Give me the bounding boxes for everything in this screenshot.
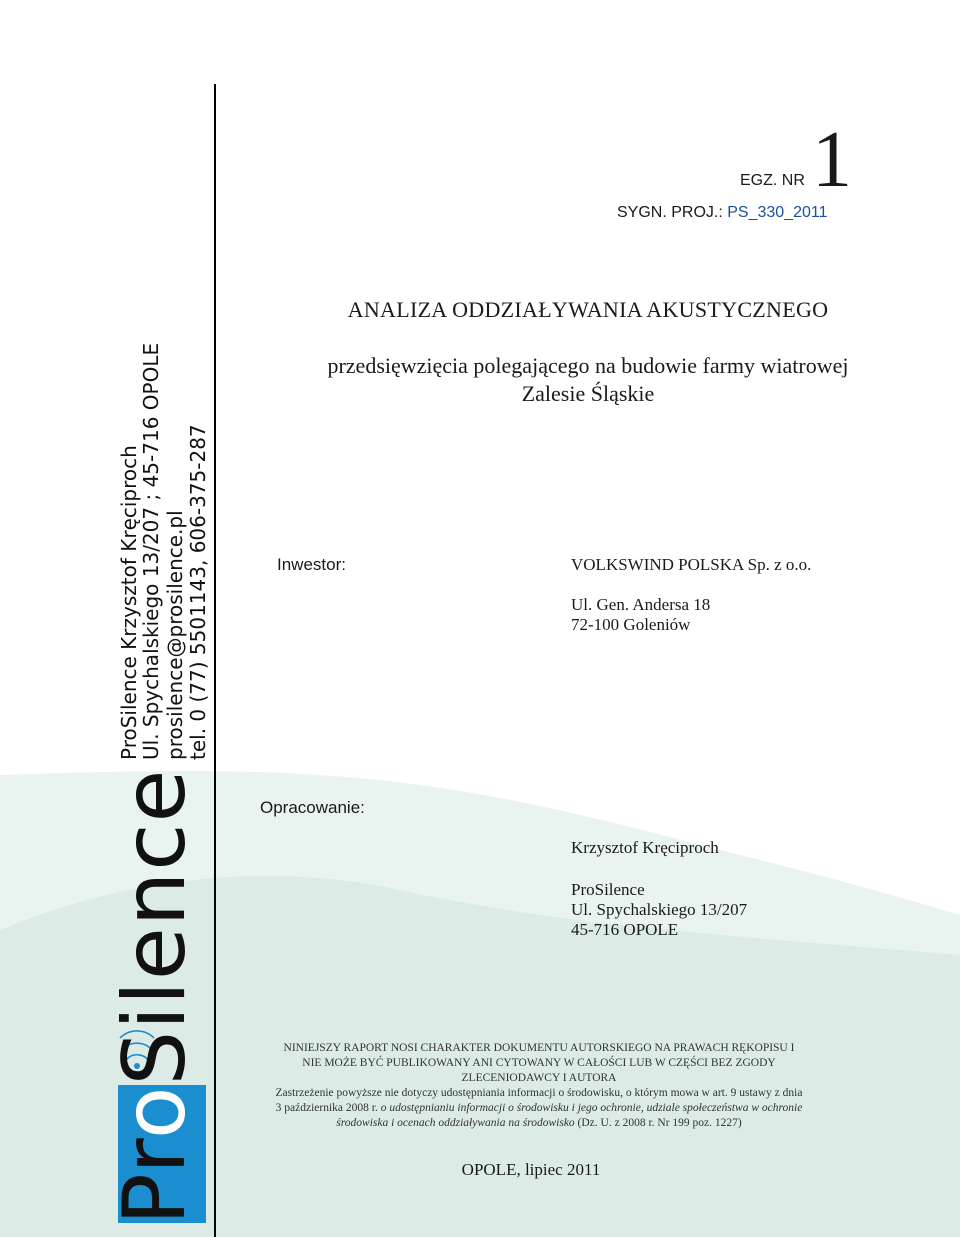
investor-name: VOLKSWIND POLSKA Sp. z o.o. [571, 555, 812, 574]
disclaimer-date: 3 października 2008 r. [275, 1102, 378, 1114]
place-date: OPOLE, lipiec 2011 [461, 1160, 601, 1179]
author-company: ProSilence [571, 880, 645, 899]
project-code: PS_330_2011 [727, 204, 828, 221]
copy-label: EGZ. NR [740, 172, 805, 189]
investor-label: Inwestor: [277, 555, 346, 574]
sidebar-address: Ul. Spychalskiego 13/207 ; 45-716 OPOLE [139, 342, 163, 760]
logo-suffix: Silence [105, 768, 205, 1086]
author-name: Krzysztof Kręciproch [571, 838, 719, 857]
project-signature [617, 204, 828, 222]
disclaimer-line: NINIEJSZY RAPORT NOSI CHARAKTER DOKUMENTU AUTORSKIEGO NA PRAWACH RĘKOPISU I [283, 1042, 795, 1054]
sidebar-email: prosilence@prosilence.pl [163, 510, 187, 760]
document-title: ANALIZA ODDZIAŁYWANIA AKUSTYCZNEGO [347, 297, 829, 322]
disclaimer-act-title-cont: środowiska i ocenach oddziaływania na środowisko [336, 1117, 575, 1129]
document-subtitle [216, 352, 960, 408]
sidebar-phone: tel. 0 (77) 5501143, 606-375-287 [186, 424, 210, 760]
disclaimer-act-title: o udostępnianiu informacji o środowisku i jego ochronie, udziale społeczeństwa w ochronie [377, 1102, 803, 1114]
subtitle-line-2: Zalesie Śląskie [521, 381, 655, 406]
project-label: SYGN. PROJ.: [617, 204, 723, 221]
author-street: Ul. Spychalskiego 13/207 [571, 900, 748, 919]
disclaimer-line [228, 1101, 850, 1116]
subtitle-line-1: przedsięwzięcia polegającego na budowie farmy wiatrowej [327, 353, 849, 378]
disclaimer-line: NIE MOŻE BYĆ PUBLIKOWANY ANI CYTOWANY W CAŁOŚCI LUB W CZĘŚCI BEZ ZGODY [302, 1057, 776, 1069]
sidebar-company: ProSilence Krzysztof Kręciproch [117, 445, 141, 760]
copy-number: 1 [812, 116, 852, 204]
prosilence-logo [105, 768, 205, 1225]
prepared-by-label: Opracowanie: [260, 798, 365, 817]
investor-city: 72-100 Goleniów [571, 615, 691, 634]
author-city: 45-716 OPOLE [571, 920, 679, 939]
logo-prefix: Pr [105, 1139, 205, 1225]
disclaimer-notice [228, 1041, 850, 1131]
disclaimer-line [228, 1116, 850, 1131]
disclaimer-citation: (Dz. U. z 2008 r. Nr 199 poz. 1227) [574, 1117, 742, 1129]
vertical-divider [214, 84, 216, 1237]
investor-street: Ul. Gen. Andersa 18 [571, 595, 711, 614]
disclaimer-line: Zastrzeżenie powyższe nie dotyczy udostępniania informacji o środowisku, o którym mowa w art. 9 ustawy z dnia [275, 1087, 803, 1099]
logo-o-letter: o [105, 1085, 205, 1140]
disclaimer-line: ZLECENIODAWCY I AUTORA [461, 1072, 617, 1084]
